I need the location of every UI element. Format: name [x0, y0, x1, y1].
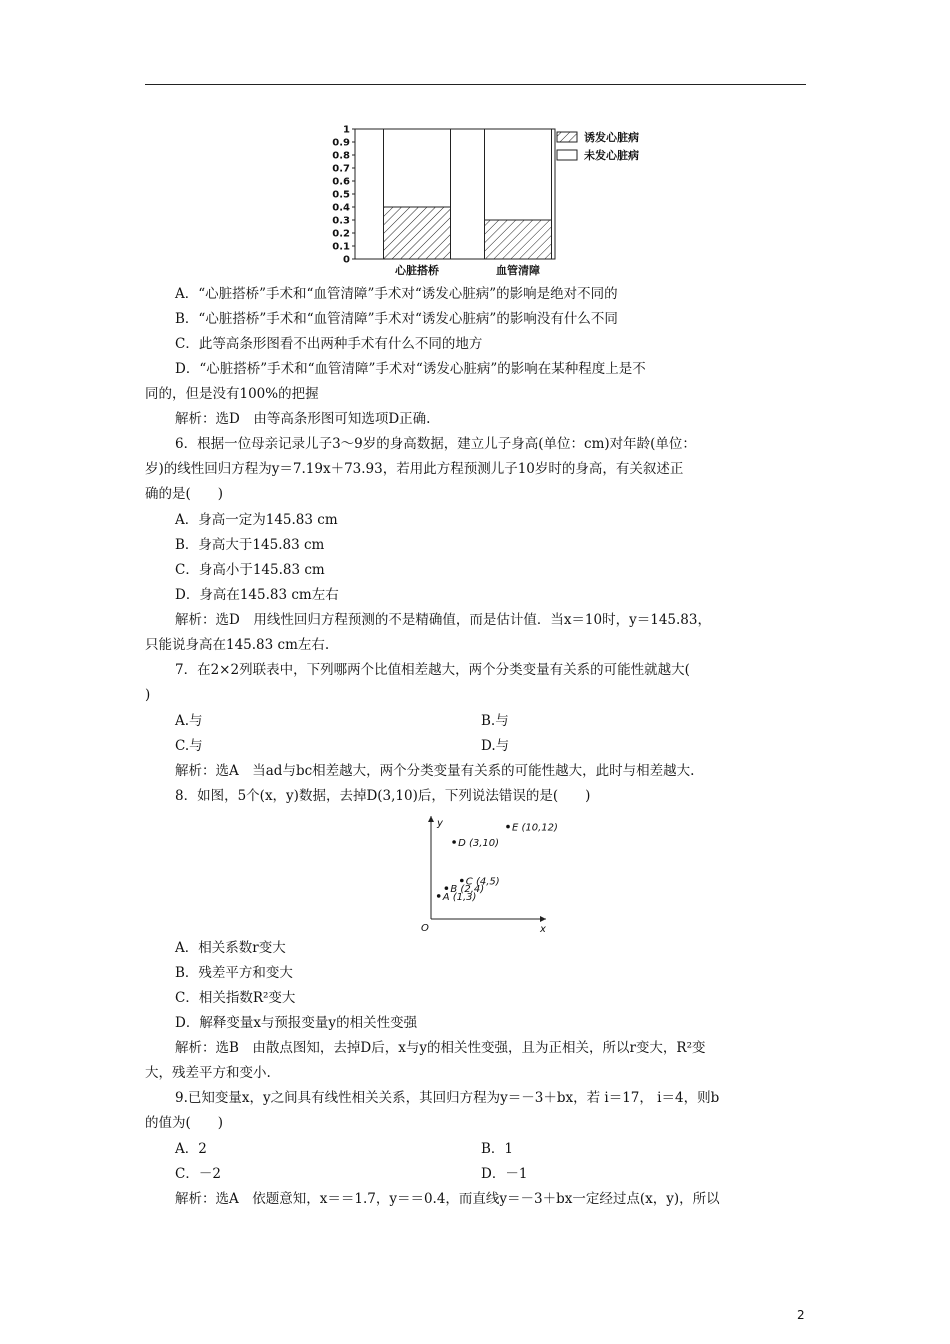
x-category-label: 心脏搭桥 [395, 264, 439, 277]
bar-segment-induced [384, 207, 451, 259]
q7-option-d: D.与 [481, 738, 510, 754]
y-axis-label: y [437, 818, 443, 829]
legend-label-induced: 诱发心脏病 [584, 131, 639, 144]
y-tick-label: 0.5 [332, 189, 350, 201]
stacked-bar-chart [325, 122, 675, 282]
q8-option-c: C．相关指数R²变大 [175, 990, 296, 1006]
q6-option-a: A．身高一定为145.83 cm [175, 512, 338, 528]
y-tick-label: 0.1 [332, 241, 350, 253]
q6-stem-line1: 6．根据一位母亲记录儿子3～9岁的身高数据，建立儿子身高(单位：cm)对年龄(单位： [175, 436, 696, 452]
x-category-label: 血管清障 [496, 264, 540, 277]
q9-option-c: C．－2 [175, 1166, 221, 1182]
q9-answer: 解析：选A 依题意知，x＝＝1.7，y＝＝0.4，而直线y＝－3＋bx一定经过点(x，y)，所以 [175, 1191, 720, 1207]
scatter-point-label: A (1,3) [442, 891, 477, 903]
q5-option-a: A．“心脏搭桥”手术和“血管清障”手术对“诱发心脏病”的影响是绝对不同的 [175, 286, 618, 302]
y-tick-label: 0.8 [332, 150, 350, 162]
y-tick-label: 0.2 [332, 228, 350, 240]
q7-stem-line2: ) [145, 687, 151, 703]
y-tick-label: 1 [343, 124, 350, 136]
scatter-point-label: C (4,5) [465, 876, 500, 888]
page-number: 2 [797, 1308, 805, 1322]
y-axis-arrow-icon [428, 816, 434, 822]
scatter-point-label: E (10,12) [512, 822, 558, 834]
bar-segment-not-induced [384, 129, 451, 207]
scatter-plot [410, 812, 560, 934]
q6-stem-line3: 确的是( ) [145, 486, 224, 502]
y-tick-label: 0.6 [332, 176, 350, 188]
q8-option-b: B．残差平方和变大 [175, 965, 293, 981]
q9-option-a: A．2 [175, 1141, 207, 1157]
scatter-point [460, 879, 464, 883]
origin-label: O [421, 923, 429, 934]
y-tick-label: 0.4 [332, 202, 350, 214]
q8-answer-line2: 大，残差平方和变小. [145, 1065, 271, 1081]
q7-option-c: C.与 [175, 738, 203, 754]
q6-stem-line2: 岁)的线性回归方程为y＝7.19x＋73.93，若用此方程预测儿子10岁时的身高，有关叙述正 [145, 461, 684, 477]
q7-option-a: A.与 [175, 713, 203, 729]
q6-option-c: C．身高小于145.83 cm [175, 562, 325, 578]
q5-option-d-line1: D．“心脏搭桥”手术和“血管清障”手术对“诱发心脏病”的影响在某种程度上是不 [175, 361, 646, 377]
scatter-point [452, 840, 456, 844]
q7-answer: 解析：选A 当ad与bc相差越大，两个分类变量有关系的可能性越大，此时与相差越大. [175, 763, 695, 779]
x-axis-label: x [540, 924, 546, 934]
q6-answer-line2: 只能说身高在145.83 cm左右. [145, 637, 330, 653]
legend-swatch-induced [557, 132, 577, 142]
scatter-point-label: D (3,10) [458, 838, 500, 849]
q7-option-b: B.与 [481, 713, 509, 729]
q9-stem-line2: 的值为( ) [145, 1115, 224, 1131]
legend-swatch-not-induced [557, 150, 577, 160]
y-tick-label: 0.7 [332, 163, 350, 175]
header-rule [145, 84, 806, 85]
q8-answer-line1: 解析：选B 由散点图知，去掉D后，x与y的相关性变强，且为正相关，所以r变大，R²变 [175, 1040, 706, 1056]
q7-stem-line1: 7．在2×2列联表中，下列哪两个比值相差越大，两个分类变量有关系的可能性就越大( [175, 662, 690, 678]
scatter-point [437, 894, 441, 898]
q5-option-d-line2: 同的，但是没有100%的把握 [145, 386, 319, 402]
x-axis-arrow-icon [540, 916, 546, 922]
q6-answer-line1: 解析：选D 用线性回归方程预测的不是精确值，而是估计值．当x＝10时，y＝145.83， [175, 612, 711, 628]
y-tick-label: 0.9 [332, 137, 350, 149]
y-tick-label: 0 [343, 254, 350, 266]
y-tick-label: 0.3 [332, 215, 350, 227]
q5-answer: 解析：选D 由等高条形图可知选项D正确. [175, 411, 431, 427]
q9-option-d: D．－1 [481, 1166, 528, 1182]
q8-option-d: D．解释变量x与预报变量y的相关性变强 [175, 1015, 418, 1031]
scatter-point [445, 886, 449, 890]
q9-option-b: B．1 [481, 1141, 514, 1157]
scatter-point-label: B (2,4) [450, 884, 485, 896]
q5-option-b: B．“心脏搭桥”手术和“血管清障”手术对“诱发心脏病”的影响没有什么不同 [175, 311, 618, 327]
q6-option-b: B．身高大于145.83 cm [175, 537, 325, 553]
q6-option-d: D．身高在145.83 cm左右 [175, 587, 339, 603]
q5-option-c: C．此等高条形图看不出两种手术有什么不同的地方 [175, 336, 483, 352]
q8-option-a: A．相关系数r变大 [175, 940, 286, 956]
q9-stem-line1: 9.已知变量x，y之间具有线性相关关系，其回归方程为y＝－3＋bx，若 i＝17， i＝4，则b [175, 1090, 720, 1106]
legend-label-not-induced: 未发心脏病 [584, 149, 639, 162]
scatter-point [506, 825, 510, 829]
bar-segment-not-induced [485, 129, 552, 220]
bar-segment-induced [485, 220, 552, 259]
q8-stem: 8．如图，5个(x，y)数据，去掉D(3,10)后，下列说法错误的是( ) [175, 788, 591, 804]
